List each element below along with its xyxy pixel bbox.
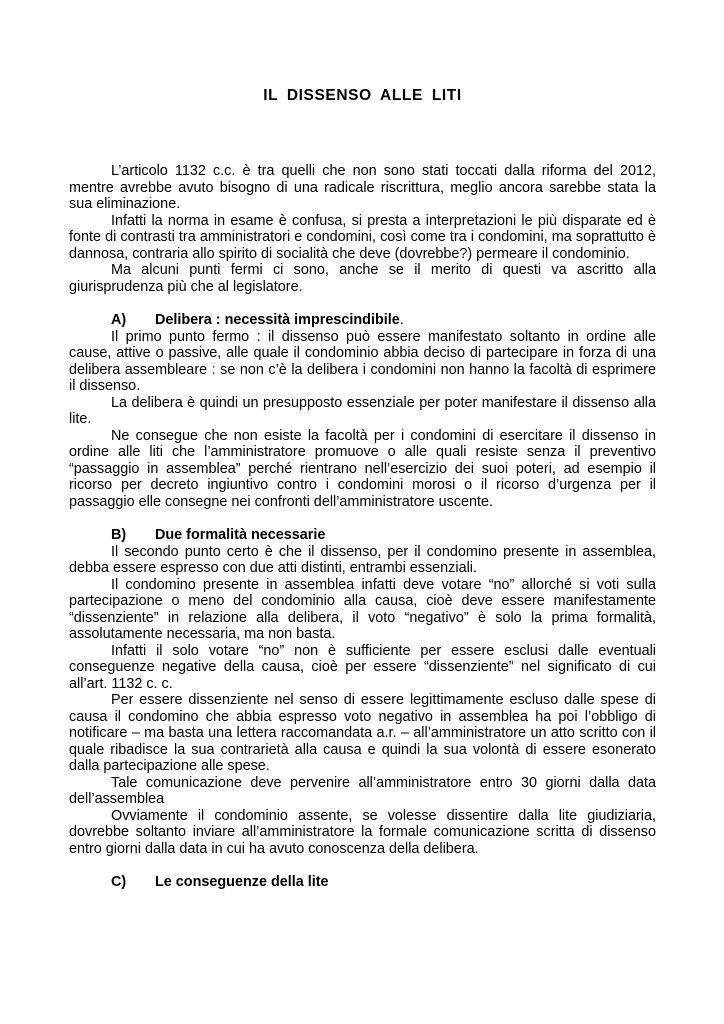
paragraph: Per essere dissenziente nel senso di essere legittimamente escluso dalle spese di causa il condomino che abbia espresso voto negativo in assemblea ha poi l’obbligo di notificare – ma basta una lettera raccomandata a.r. – all’amministratore un atto scritto con il quale ribadisce la sua contrarietà alla causa e quindi la sua volontà di essere esonerato dalla partecipazione alle spese. xyxy=(69,692,656,774)
paragraph: L’articolo 1132 c.c. è tra quelli che non sono stati toccati dalla riforma del 2012, mentre avrebbe avuto bisogno di una radicale riscrittura, meglio ancora sarebbe stata la sua eliminazione. xyxy=(69,163,656,212)
section-letter: A) xyxy=(111,312,127,328)
section-c xyxy=(69,874,656,891)
paragraph: Infatti la norma in esame è confusa, si presta a interpretazioni le più disparate ed è fonte di contrasti tra amministratori e condomini, così come tra i condomini, ma soprattutto è dannosa, contraria allo spirito di socialità che deve (dovrebbe?) permeare il condominio. xyxy=(69,212,656,262)
document-title: IL DISSENSO ALLE LITI xyxy=(263,87,462,104)
paragraph: Il secondo punto certo è che il dissenso, per il condomino presente in assemblea, debba essere espresso con due atti distinti, entrambi essenziali. xyxy=(69,543,656,576)
intro-block xyxy=(69,163,656,295)
section-heading xyxy=(69,312,656,329)
paragraph: Ovviamente il condominio assente, se volesse dissentire dalla lite giudiziaria, dovrebbe soltanto inviare all’amministratore la formale comunicazione scritta di dissenso entro giorni dalla data in cui ha avuto conoscenza della delibera. xyxy=(69,807,656,857)
section-title-trail: . xyxy=(399,312,404,328)
paragraph: Infatti il solo votare “no” non è sufficiente per essere esclusi dalle eventuali conseguenze negative della causa, cioè per essere “dissenziente” nel significato di cui all’art. 1132 c. c. xyxy=(69,642,656,692)
paragraph: Ne consegue che non esiste la facoltà per i condomini di esercitare il dissenso in ordine alle liti che l’amministratore promuove o alle quali resiste senza il preventivo “passaggio in assemblea” perché rientrano nell’esercizio dei suoi poteri, ad esempio il ricorso per decreto ingiuntivo contro i condomini morosi o il ricorso d’urgenza per il passaggio elle consegne nei confronti dell’amministratore uscente. xyxy=(69,427,656,510)
paragraph: Il primo punto fermo : il dissenso può essere manifestato soltanto in ordine alle cause, attive o passive, alle quale il condominio abbia deciso di partecipare in forza di una delibera assembleare : se non c’è la delibera i condomini non hanno la facoltà di esprimere il dissenso. xyxy=(69,328,656,394)
paragraph: Ma alcuni punti fermi ci sono, anche se il merito di questi va ascritto alla giurisprudenza più che al legislatore. xyxy=(69,262,656,295)
section-heading xyxy=(69,527,656,544)
section-b xyxy=(69,527,656,857)
section-title: Le conseguenze della lite xyxy=(155,874,329,890)
paragraph: Tale comunicazione deve pervenire all’amministratore entro 30 giorni dalla data dell’assemblea xyxy=(69,774,656,807)
document-page xyxy=(69,86,656,891)
section-letter: C) xyxy=(111,874,127,890)
section-title: Delibera : necessità imprescindibile xyxy=(155,312,400,328)
section-a xyxy=(69,312,656,510)
section-title: Due formalità necessarie xyxy=(155,527,326,543)
section-letter: B) xyxy=(111,527,127,543)
section-heading xyxy=(69,874,656,891)
paragraph: La delibera è quindi un presupposto essenziale per poter manifestare il dissenso alla lite. xyxy=(69,394,656,427)
paragraph: Il condomino presente in assemblea infatti deve votare “no” allorché si voti sulla partecipazione o meno del condominio alla causa, cioè deve essere manifestamente “dissenziente” in relazione alla delibera, il voto “negativo” è solo la prima formalità, assolutamente necessaria, ma non basta. xyxy=(69,576,656,642)
